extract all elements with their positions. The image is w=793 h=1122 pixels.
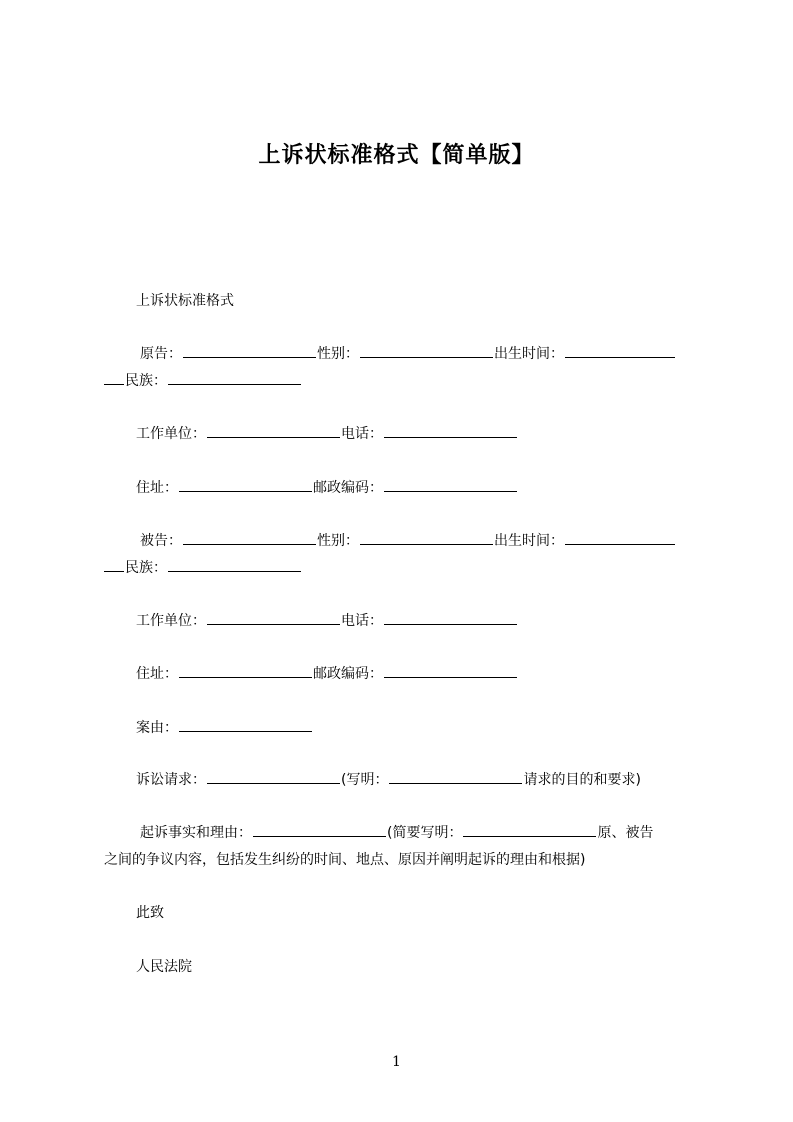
defendant-phone-label: 电话： [341, 613, 383, 629]
court-line [104, 954, 732, 981]
defendant-work-label: 工作单位： [136, 613, 206, 629]
defendant-phone-blank[interactable] [384, 610, 517, 625]
defendant-address-blank[interactable] [179, 663, 312, 678]
plaintiff-birth-blank-cont[interactable] [104, 370, 124, 385]
section-heading [104, 288, 732, 315]
plaintiff-ethnicity-blank[interactable] [168, 370, 301, 385]
plaintiff-postcode-blank[interactable] [384, 477, 517, 492]
facts-paragraph [104, 820, 700, 874]
defendant-gender-label: 性别： [317, 533, 359, 549]
plaintiff-gender-label: 性别： [317, 346, 359, 362]
plaintiff-address-line [104, 475, 732, 502]
facts-label: 起诉事实和理由： [140, 825, 252, 841]
defendant-ethnicity-label: 民族： [125, 560, 167, 576]
plaintiff-phone-label: 电话： [341, 426, 383, 442]
defendant-address-label: 住址： [136, 666, 178, 682]
defendant-work-blank[interactable] [207, 610, 340, 625]
defendant-gender-blank[interactable] [360, 530, 493, 545]
defendant-birth-blank[interactable] [565, 530, 675, 545]
plaintiff-work-label: 工作单位： [136, 426, 206, 442]
court-text: 人民法院 [136, 959, 192, 975]
facts-note-tail: 原、被告 [597, 825, 654, 841]
plaintiff-name-label: 原告： [140, 346, 182, 362]
defendant-birth-blank-cont[interactable] [104, 557, 124, 572]
defendant-postcode-blank[interactable] [384, 663, 517, 678]
claims-note-close: 请求的目的和要求) [523, 772, 641, 788]
plaintiff-birth-label: 出生时间： [494, 346, 564, 362]
section-heading-text: 上诉状标准格式 [136, 293, 234, 309]
defendant-basic-info [104, 528, 700, 582]
plaintiff-ethnicity-label: 民族： [125, 373, 167, 389]
claims-note-blank[interactable] [389, 769, 522, 784]
plaintiff-phone-blank[interactable] [384, 423, 517, 438]
defendant-name-blank[interactable] [183, 530, 316, 545]
claims-line [104, 767, 732, 794]
plaintiff-basic-info [104, 341, 700, 395]
facts-line2: 之间的争议内容，包括发生纠纷的时间、地点、原因并阐明起诉的理由和根据) [104, 852, 586, 868]
plaintiff-work-line [104, 421, 732, 448]
defendant-postcode-label: 邮政编码： [313, 666, 383, 682]
plaintiff-birth-blank[interactable] [565, 343, 675, 358]
facts-note-open: (简要写明： [387, 825, 463, 841]
case-line [104, 715, 732, 742]
closing-line [104, 900, 732, 927]
closing-text: 此致 [136, 905, 164, 921]
plaintiff-address-label: 住址： [136, 480, 178, 496]
plaintiff-gender-blank[interactable] [360, 343, 493, 358]
claims-label: 诉讼请求： [136, 772, 206, 788]
facts-note-blank[interactable] [463, 822, 596, 837]
facts-blank[interactable] [253, 822, 386, 837]
plaintiff-address-blank[interactable] [179, 477, 312, 492]
page-number: 1 [392, 1054, 401, 1070]
case-blank[interactable] [179, 717, 312, 732]
defendant-address-line [104, 661, 732, 688]
document-title: 上诉状标准格式【简单版】 [258, 143, 535, 168]
defendant-name-label: 被告： [140, 533, 182, 549]
defendant-birth-label: 出生时间： [494, 533, 564, 549]
plaintiff-work-blank[interactable] [207, 423, 340, 438]
case-label: 案由： [136, 720, 178, 736]
defendant-work-line [104, 608, 732, 635]
claims-blank[interactable] [207, 769, 340, 784]
defendant-ethnicity-blank[interactable] [168, 557, 301, 572]
plaintiff-postcode-label: 邮政编码： [313, 480, 383, 496]
claims-note-open: (写明： [341, 772, 389, 788]
plaintiff-name-blank[interactable] [183, 343, 316, 358]
